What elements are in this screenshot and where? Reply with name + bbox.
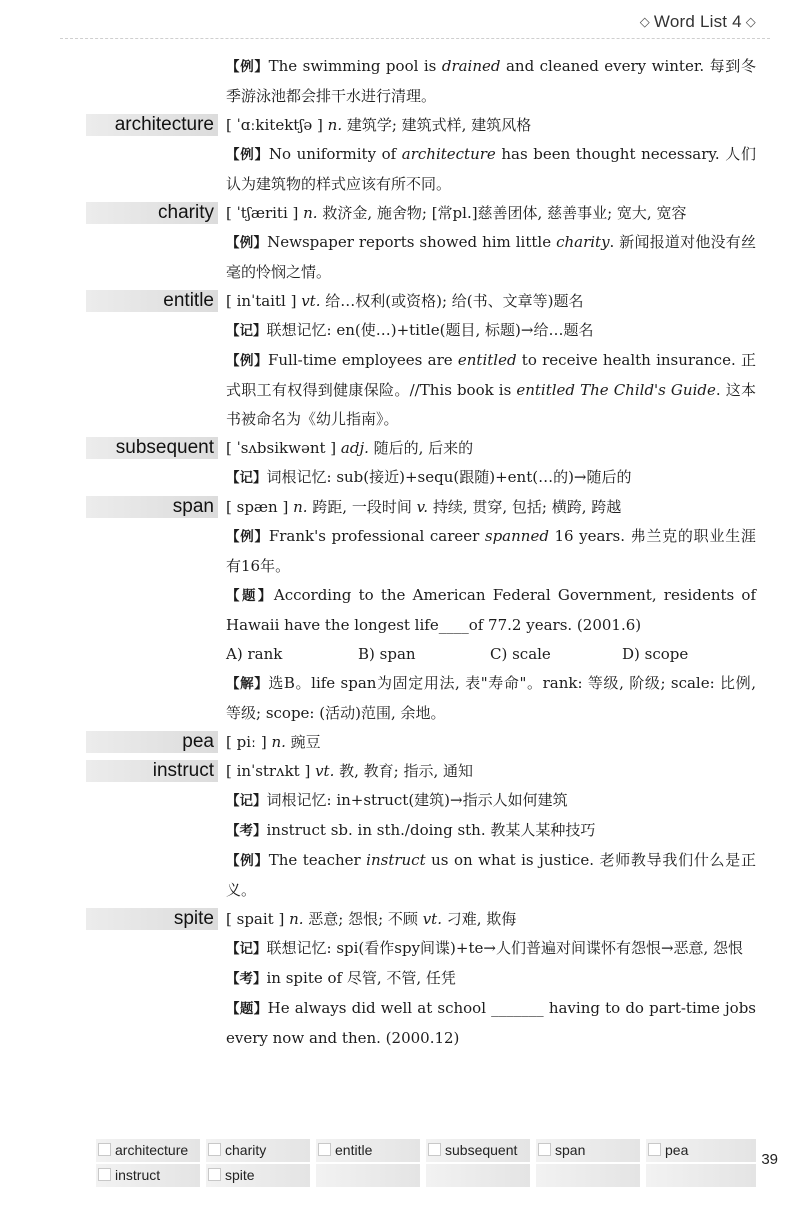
usage-text: in spite of 尽管, 不管, 任凭	[266, 969, 456, 987]
example-tag: 【例】	[226, 353, 268, 369]
word-list-title: Word List 4	[653, 12, 742, 31]
usage-tag: 【考】	[226, 971, 267, 987]
solution-text: 选B。life span为固定用法, 表"寿命"。rank: 等级, 阶级; scale: 比例, 等级; scope: (活动)范围, 余地。	[226, 674, 757, 722]
headword: subsequent	[86, 437, 218, 459]
question-text: According to the American Federal Government, residents of Hawaii have the longest life____of 77.2 years. (2001.6)	[226, 586, 757, 634]
example-text: . 这本书被命名为《幼儿指南》。	[226, 381, 756, 428]
usage-line	[226, 816, 756, 846]
headword: charity	[86, 202, 218, 224]
meaning: 恶意; 怨恨; 不顾	[303, 910, 423, 928]
example-text: 16 years. 弗兰克的职业生涯有16年。	[226, 527, 757, 575]
checklist-word: architecture	[115, 1142, 189, 1158]
example-text: Frank's professional career	[268, 527, 485, 545]
question-tag: 【题】	[226, 1001, 268, 1017]
example-tag: 【例】	[226, 853, 269, 869]
entry-pea	[0, 728, 800, 757]
checklist-item[interactable]	[96, 1164, 200, 1187]
definition-line	[226, 111, 756, 140]
example-text: has been thought necessary. 人们认为建筑物的样式应该有所不同。	[226, 145, 757, 193]
memory-text: 词根记忆: sub(接近)+sequ(跟随)+ent(…的)→随后的	[266, 468, 632, 486]
question-tag: 【题】	[226, 588, 274, 604]
checklist-word: charity	[225, 1142, 267, 1158]
part-of-speech: vt.	[315, 762, 335, 780]
memory-tag: 【记】	[226, 323, 267, 339]
usage-line	[226, 964, 756, 994]
option-c: C) scale	[490, 645, 551, 663]
example-keyword: instruct	[366, 851, 426, 869]
example-keyword: entitled The Child's Guide	[516, 381, 716, 399]
headword: span	[86, 496, 218, 518]
entry-architecture	[0, 111, 800, 199]
meaning: 教, 教育; 指示, 通知	[334, 762, 474, 780]
solution-line	[226, 669, 756, 728]
example-text: The teacher	[268, 851, 367, 869]
definition-line	[226, 287, 756, 316]
part-of-speech: n.	[271, 733, 286, 751]
memory-tag: 【记】	[226, 941, 267, 957]
headword: pea	[86, 731, 218, 753]
example-tag: 【例】	[226, 59, 269, 75]
checklist-empty	[316, 1164, 420, 1187]
solution-tag: 【解】	[226, 676, 269, 692]
checklist-empty	[536, 1164, 640, 1187]
checklist-word: subsequent	[445, 1142, 518, 1158]
checklist-word: instruct	[115, 1167, 161, 1183]
question-text: He always did well at school _______ having to do part-time jobs every now and then. (2000.12)	[226, 999, 756, 1047]
definition-line	[226, 434, 756, 463]
example-tag: 【例】	[226, 529, 269, 545]
definition-line	[226, 199, 756, 228]
example-keyword: architecture	[401, 145, 496, 163]
entry-charity	[0, 199, 800, 287]
checklist-word: entitle	[335, 1142, 373, 1158]
checkbox-icon[interactable]	[648, 1143, 661, 1156]
definition-line	[226, 493, 756, 522]
definition-line	[226, 757, 756, 786]
headword: spite	[86, 908, 218, 930]
part-of-speech: n.	[293, 498, 308, 516]
diamond-icon: ◇	[639, 14, 650, 29]
checklist-item[interactable]	[206, 1164, 310, 1187]
phonetic: [ piː ]	[226, 733, 272, 751]
part-of-speech: vt.	[422, 910, 442, 928]
checkbox-icon[interactable]	[208, 1168, 221, 1181]
memory-line	[226, 934, 756, 964]
entry-span	[0, 493, 800, 728]
checklist-item[interactable]	[206, 1139, 310, 1162]
example-line	[226, 846, 756, 905]
checklist-word: pea	[665, 1142, 689, 1158]
part-of-speech: n.	[303, 204, 318, 222]
checklist-empty	[646, 1164, 756, 1187]
headword: architecture	[86, 114, 218, 136]
example-text: Full-time employees are	[267, 351, 458, 369]
meaning: 建筑学; 建筑式样, 建筑风格	[342, 116, 532, 134]
question-line	[226, 994, 756, 1053]
example-text: Newspaper reports showed him little	[267, 233, 557, 251]
diamond-icon: ◇	[745, 14, 756, 29]
entry-spite	[0, 905, 800, 1053]
example-text: The swimming pool is	[268, 57, 442, 75]
phonetic: [ spait ]	[226, 910, 290, 928]
phonetic: [ ˈɑːkitektʃə ]	[226, 116, 328, 134]
entry-instruct	[0, 757, 800, 905]
option-b: B) span	[358, 645, 416, 663]
checkbox-icon[interactable]	[98, 1143, 111, 1156]
checkbox-icon[interactable]	[208, 1143, 221, 1156]
definition-line	[226, 905, 756, 934]
phonetic: [ ˈtʃæriti ]	[226, 204, 304, 222]
headword: entitle	[86, 290, 218, 312]
checklist-item[interactable]	[646, 1139, 756, 1162]
memory-line	[226, 786, 756, 816]
example-keyword: drained	[441, 57, 501, 75]
meaning: 刁难, 欺侮	[441, 910, 517, 928]
example-text: us on what is justice. 老师教导我们什么是正义。	[226, 851, 756, 899]
example-line	[226, 346, 756, 434]
example-keyword: spanned	[484, 527, 549, 545]
example-line	[226, 140, 756, 199]
meaning: 救济金, 施舍物; [常pl.]慈善团体, 慈善事业; 宽大, 宽容	[317, 204, 687, 222]
checkbox-icon[interactable]	[428, 1143, 441, 1156]
page-header	[636, 12, 760, 32]
example-line	[226, 228, 756, 287]
checkbox-icon[interactable]	[98, 1168, 111, 1181]
example-text: . 新闻报道对他没有丝毫的怜悯之情。	[226, 233, 756, 281]
part-of-speech: vt.	[301, 292, 321, 310]
checklist-item[interactable]	[96, 1139, 200, 1162]
page-number: 39	[761, 1151, 778, 1168]
memory-tag: 【记】	[226, 470, 267, 486]
entry-drained	[0, 52, 800, 111]
part-of-speech: v.	[416, 498, 429, 516]
memory-line	[226, 316, 756, 346]
usage-text: instruct sb. in sth./doing sth. 教某人某种技巧	[266, 821, 596, 839]
meaning: 给…权利(或资格); 给(书、文章等)题名	[320, 292, 584, 310]
entry-subsequent	[0, 434, 800, 493]
example-text: to receive health insurance. 正式职工有权得到健康保险。//This book is	[226, 351, 756, 399]
example-keyword: entitled	[457, 351, 517, 369]
phonetic: [ inˈstrʌkt ]	[226, 762, 316, 780]
meaning: 跨距, 一段时间	[307, 498, 417, 516]
example-text: and cleaned every winter. 每到冬季游泳池都会排干水进行清理。	[226, 57, 756, 105]
word-list-content	[0, 52, 800, 1053]
checklist-item[interactable]	[536, 1139, 640, 1162]
memory-text: 联想记忆: spi(看作spy间谍)+te→人们普遍对间谍怀有怨恨→恶意, 怨恨	[266, 939, 744, 957]
review-checklist	[96, 1139, 756, 1187]
part-of-speech: adj.	[340, 439, 369, 457]
checklist-word: span	[555, 1142, 586, 1158]
example-text: No uniformity of	[268, 145, 402, 163]
option-a: A) rank	[226, 645, 283, 663]
checklist-empty	[426, 1164, 530, 1187]
example-tag: 【例】	[226, 235, 268, 251]
option-d: D) scope	[622, 645, 689, 663]
checklist-item[interactable]	[316, 1139, 420, 1162]
phonetic: [ inˈtaitl ]	[226, 292, 302, 310]
header-divider	[60, 38, 770, 39]
phonetic: [ spæn ]	[226, 498, 294, 516]
meaning: 持续, 贯穿, 包括; 横跨, 跨越	[428, 498, 622, 516]
memory-text: 联想记忆: en(使…)+title(题目, 标题)→给…题名	[266, 321, 594, 339]
checklist-word: spite	[225, 1167, 255, 1183]
memory-tag: 【记】	[226, 793, 267, 809]
example-tag: 【例】	[226, 147, 269, 163]
meaning: 豌豆	[285, 733, 321, 751]
example-line	[226, 522, 756, 581]
memory-line	[226, 463, 756, 493]
checkbox-icon[interactable]	[318, 1143, 331, 1156]
meaning: 随后的, 后来的	[368, 439, 474, 457]
example-keyword: charity	[556, 233, 610, 251]
answer-options	[226, 640, 756, 669]
phonetic: [ ˈsʌbsikwənt ]	[226, 439, 341, 457]
question-line	[226, 581, 756, 640]
checklist-item[interactable]	[426, 1139, 530, 1162]
memory-text: 词根记忆: in+struct(建筑)→指示人如何建筑	[266, 791, 568, 809]
definition-line	[226, 728, 756, 757]
checkbox-icon[interactable]	[538, 1143, 551, 1156]
usage-tag: 【考】	[226, 823, 267, 839]
headword: instruct	[86, 760, 218, 782]
example-line	[226, 52, 756, 111]
part-of-speech: n.	[289, 910, 304, 928]
part-of-speech: n.	[327, 116, 343, 134]
entry-entitle	[0, 287, 800, 434]
